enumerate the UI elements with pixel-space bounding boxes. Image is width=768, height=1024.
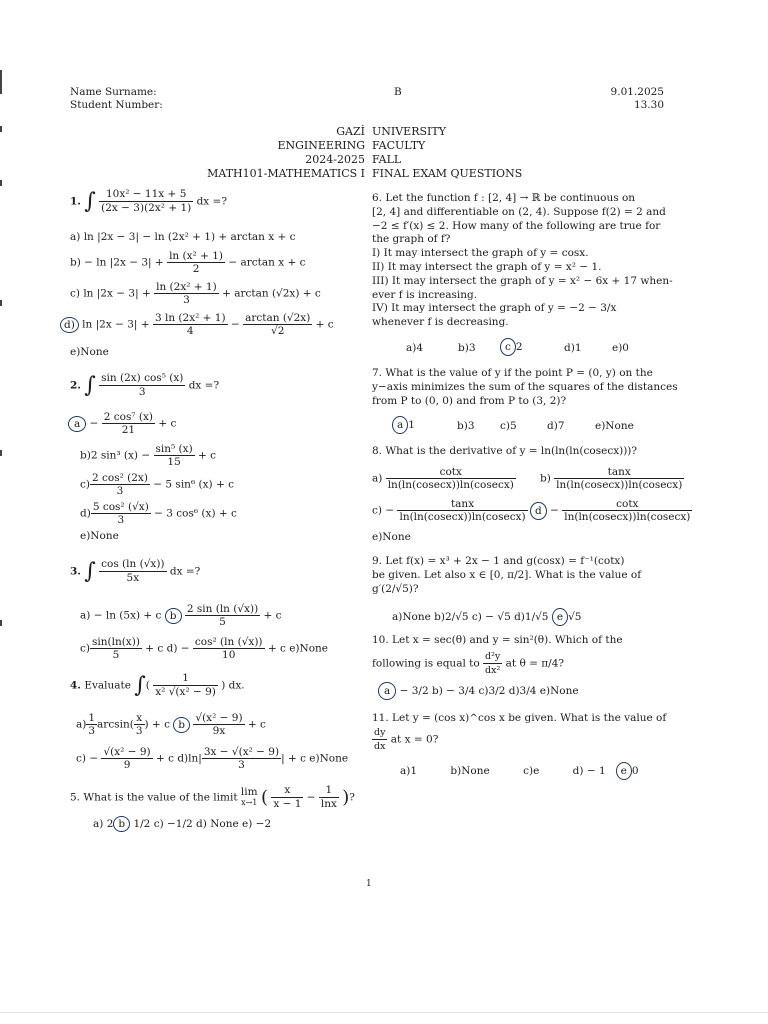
q1-option-b	[70, 250, 306, 275]
fraction-denominator: 15	[167, 456, 181, 468]
question-number: 3.	[70, 565, 81, 578]
option-label: a)	[372, 472, 383, 485]
option-text: a) 2	[93, 818, 114, 830]
q2-option-e: e)None	[80, 530, 119, 542]
fraction-numerator: x	[271, 784, 303, 798]
q10-options	[378, 682, 579, 700]
q3-option-c-d-e: c) $\frac{\sin(\ln(x))}{5}$ + c d) − $\frac{\text{cos² (ln (√x))}}{10}$ + c e)None	[80, 636, 329, 661]
q4-option-a-b	[76, 712, 266, 737]
option-text: 1	[408, 419, 415, 431]
title-line: MATH101-MATHEMATICS I	[207, 167, 365, 180]
option-text: − 5 sin⁶ (x) + c	[153, 478, 234, 491]
option-text: a)1 b)None c)e d) − 1	[400, 765, 606, 777]
answer-circle	[165, 608, 182, 624]
option-text: + c	[198, 449, 217, 462]
page-number: 1	[366, 879, 372, 889]
integrand-denominator: 3	[138, 386, 146, 398]
option-text: + c d) −	[145, 642, 190, 655]
fraction-numerator: d²y	[485, 651, 501, 662]
option-text: + c e)None	[267, 642, 329, 655]
question-text: at x = 0?	[390, 733, 439, 746]
answer-circle	[60, 317, 79, 333]
question-line: be given. Let also x ∈ [0, π/2]. What is the value of	[372, 568, 642, 581]
fraction-denominator: 21	[121, 424, 136, 436]
integrand-numerator: sin (2x) cos⁵ (x)	[101, 372, 184, 384]
integrand-denominator: 5x	[126, 572, 140, 584]
q6-option-e: e)0	[612, 342, 629, 354]
option-label: a	[397, 419, 404, 431]
integrand-tail: dx =?	[169, 565, 201, 578]
fraction-numerator: 2 sin (ln (√x))	[186, 603, 259, 615]
integrand-tail: dx =?	[196, 195, 227, 208]
option-label: c	[505, 341, 511, 353]
option-text: − arctan x + c	[228, 256, 306, 269]
fraction-denominator: 9	[123, 759, 131, 771]
q1-option-c	[70, 281, 321, 306]
q7-option-d: d)7	[547, 420, 565, 432]
integrand-numerator: 1	[153, 672, 218, 686]
q8-option-c	[372, 498, 528, 523]
fraction-denominator: 3	[183, 294, 190, 306]
limit-text: lim	[240, 786, 258, 798]
fraction-denominator: ln(ln(cosecx))ln(cosecx)	[556, 479, 683, 491]
question-line: −2 ≤ f′(x) ≤ 2. How many of the following are true for	[372, 219, 661, 232]
scan-edge-mark	[0, 450, 2, 456]
option-label: d)	[64, 318, 75, 331]
q7-option-a	[392, 416, 415, 434]
title-line: GAZİ	[336, 125, 365, 138]
student-number-label: Student Number:	[70, 99, 163, 111]
fraction-denominator: 3	[135, 725, 143, 737]
question-10-line-2	[372, 650, 564, 677]
title-right	[372, 125, 522, 181]
fraction-denominator: lnx	[320, 798, 337, 810]
answer-circle	[68, 416, 86, 432]
q9-options	[392, 608, 581, 626]
fraction-numerator: ln (2x² + 1)	[156, 281, 217, 293]
fraction-denominator: ln(ln(cosecx))ln(cosecx)	[399, 511, 526, 523]
option-text: 1/2 c) −1/2 d) None e) −2	[133, 818, 272, 830]
fraction-denominator: 5	[219, 616, 226, 628]
q2-option-d: d) $\frac{\text{5 cos² (√x)}}{3}$ − 3 cos⁶ (x) + c	[80, 501, 237, 526]
question-11-line-1: 11. Let y = (cos x)^cos x be given. What is the value of	[372, 712, 667, 724]
q8-option-b	[540, 466, 684, 491]
scan-edge-mark	[0, 180, 2, 186]
question-line: 6. Let the function f : [2, 4] → ℝ be continuous on	[372, 192, 636, 204]
exam-version: B	[394, 86, 402, 98]
fraction-numerator: cotx	[562, 498, 692, 511]
q7-option-c: c)5	[500, 420, 517, 432]
question-text: What is the value of the limit	[83, 791, 238, 804]
question-2	[70, 372, 219, 399]
option-text: −	[550, 504, 559, 517]
q6-option-c	[500, 338, 523, 356]
answer-circle	[378, 682, 396, 700]
fraction-numerator: tanx	[554, 466, 684, 479]
q2-option-c: c) $\frac{\text{2 cos² (2x)}}{3}$ − 5 sin⁶ (x) + c	[80, 472, 234, 497]
fraction-denominator: dx	[374, 741, 386, 752]
question-line: I) It may intersect the graph of y = cosx.	[372, 247, 589, 260]
q11-options	[400, 762, 639, 780]
question-line: 7. What is the value of y if the point P = (0, y) on the	[372, 367, 653, 379]
title-line: 2024-2025	[305, 153, 365, 166]
fraction-denominator: dx²	[485, 665, 501, 676]
question-7	[372, 367, 694, 408]
option-text: − 3/2 b) − 3/4 c)3/2 d)3/4 e)None	[399, 685, 579, 697]
option-text: + c	[158, 417, 177, 430]
fraction-denominator: 3	[238, 759, 245, 771]
q6-option-a: a)4	[406, 342, 424, 354]
name-surname-label: Name Surname:	[70, 86, 157, 98]
limit-subscript: x→1	[241, 798, 258, 807]
option-label: c) −	[372, 504, 395, 517]
option-text: + c	[247, 718, 266, 731]
fraction-numerator: sin⁵ (x)	[155, 443, 193, 455]
question-end: ?	[349, 791, 355, 804]
question-8: 8. What is the derivative of y = ln(ln(ln(cosecx)))?	[372, 445, 638, 457]
integral-sign: ∫	[84, 189, 96, 214]
option-text: b)2 sin³ (x) −	[80, 449, 151, 462]
option-text: ) + c	[144, 718, 170, 731]
option-text: + c d)ln|	[155, 752, 202, 765]
option-label: e	[620, 765, 627, 777]
title-line: UNIVERSITY	[372, 125, 446, 138]
fraction-numerator: 1	[88, 712, 96, 724]
answer-circle	[530, 502, 547, 520]
title-left	[207, 125, 365, 181]
question-line: whenever f is decreasing.	[372, 316, 509, 329]
fraction-numerator: ln (x² + 1)	[169, 250, 223, 262]
option-label: d	[535, 504, 542, 517]
question-line: II) It may intersect the graph of y = x² − 1.	[372, 260, 602, 273]
option-text: √5	[568, 611, 582, 623]
option-text: 0	[631, 765, 639, 777]
scan-edge-mark	[0, 300, 2, 306]
question-11-line-2	[372, 726, 438, 753]
answer-circle	[173, 717, 190, 733]
question-3	[70, 558, 200, 585]
fraction-denominator: 3	[117, 514, 125, 526]
question-9	[372, 555, 694, 596]
fraction-denominator: 4	[186, 325, 194, 337]
question-line: [2, 4] and differentiable on (2, 4). Suppose f(2) = 2 and	[372, 205, 666, 218]
scan-artifact-line	[0, 1012, 768, 1013]
q1-option-d: d) ln |2x − 3| + $\frac{\text{3 ln (2x² + 1)}}{4}$ − $\frac{\arctan (√2x)}{√2}$ + c	[60, 312, 334, 337]
answer-circle	[392, 416, 408, 434]
question-number: 2.	[70, 379, 81, 392]
fraction-numerator: √(x² − 9)	[103, 746, 151, 758]
option-text: b) − ln |2x − 3| +	[70, 256, 164, 269]
scan-edge-mark	[0, 70, 2, 94]
integrand-tail: dx.	[228, 679, 245, 692]
option-text: − 3 cos⁶ (x) + c	[154, 507, 237, 520]
q3-option-a-b	[80, 603, 282, 628]
fraction-numerator: 1	[319, 784, 339, 798]
title-line: FACULTY	[372, 139, 426, 152]
question-line: ever f is increasing.	[372, 288, 478, 301]
scan-edge-mark	[0, 126, 2, 132]
option-text: ln |2x − 3| +	[82, 318, 150, 331]
fraction-denominator: 3	[88, 725, 96, 737]
fraction-numerator: sin(ln(x))	[91, 636, 140, 648]
integral-sign: ∫	[134, 673, 146, 698]
exam-time: 13.30	[633, 99, 664, 111]
title-line: FALL	[372, 153, 402, 166]
fraction-numerator: tanx	[397, 498, 527, 511]
option-label: a	[74, 417, 81, 430]
question-text: following is equal to	[372, 657, 480, 670]
fraction-numerator: cos² (ln (√x))	[194, 636, 263, 648]
option-label: e	[556, 611, 564, 623]
fraction-numerator: dy	[374, 727, 386, 738]
limit-operator	[241, 787, 258, 808]
exam-date: 9.01.2025	[610, 86, 664, 98]
question-4: 4. Evaluate ∫( $\frac{1}{\text{x² √(x² − 9)}}$ ) dx.	[70, 672, 245, 698]
option-text: c) ln |2x − 3| +	[70, 287, 151, 300]
option-label: b	[169, 609, 177, 622]
title-line: ENGINEERING	[277, 139, 365, 152]
answer-circle	[616, 762, 632, 780]
option-label: b)	[540, 472, 551, 485]
question-1	[70, 188, 227, 215]
q2-option-a: a − $\frac{\text{2 cos⁷ (x)}}{21}$ + c	[68, 411, 176, 436]
fraction-denominator: ln(ln(cosecx))ln(cosecx)	[564, 511, 691, 523]
option-text: a)None b)2/√5 c) − √5 d)1/√5	[392, 611, 549, 623]
option-text: + c	[263, 609, 282, 622]
question-line: the graph of f?	[372, 233, 451, 246]
option-label: b	[178, 718, 186, 731]
q8-option-a	[372, 466, 516, 491]
answer-circle	[113, 816, 130, 832]
q2-option-b	[80, 443, 216, 468]
option-label: a)	[76, 718, 87, 731]
q6-option-b: b)3	[458, 342, 476, 354]
question-text: Evaluate	[84, 679, 131, 692]
title-line: FINAL EXAM QUESTIONS	[372, 167, 523, 180]
integrand-numerator: cos (ln (√x))	[101, 558, 165, 570]
q4-option-c-d-e	[76, 746, 348, 771]
question-line: from P to (0, 0) and from P to (3, 2)?	[372, 394, 567, 407]
fraction-numerator: 2 cos⁷ (x)	[103, 411, 154, 423]
integrand-tail: dx =?	[188, 379, 220, 392]
fraction-denominator: ln(ln(cosecx))ln(cosecx)	[387, 479, 514, 491]
question-number: 1.	[70, 195, 81, 208]
option-text: + c	[315, 318, 334, 331]
fraction-denominator: 3	[116, 485, 124, 497]
fraction-denominator: x − 1	[273, 798, 302, 810]
q8-option-d	[530, 498, 692, 523]
question-line: y−axis minimizes the sum of the squares of the distances	[372, 380, 678, 393]
fraction-numerator: x	[134, 712, 145, 725]
fraction-denominator: √2	[271, 325, 285, 337]
fraction-denominator: 10	[222, 649, 236, 661]
fraction-numerator: 5 cos² (√x)	[92, 501, 149, 513]
option-text: c) −	[76, 752, 99, 765]
option-text: + arctan (√2x) + c	[222, 287, 321, 300]
question-line: III) It may intersect the graph of y = x² − 6x + 17 when-	[372, 274, 673, 287]
fraction-numerator: 3x − √(x² − 9)	[203, 746, 280, 758]
option-text: 2	[515, 341, 523, 353]
integral-sign: ∫	[84, 559, 96, 584]
fraction-numerator: 2 cos² (2x)	[91, 472, 148, 484]
fraction-numerator: cotx	[386, 466, 516, 479]
fraction-denominator: 9x	[212, 725, 226, 737]
q7-option-b: b)3	[457, 420, 475, 432]
integrand-numerator: 10x² − 11x + 5	[99, 188, 193, 202]
question-line: 9. Let f(x) = x³ + 2x − 1 and g(cosx) = f⁻¹(cotx)	[372, 555, 625, 567]
fraction-numerator: arctan (√2x)	[245, 312, 311, 324]
option-label: b	[118, 818, 126, 830]
integral-sign: ∫	[84, 373, 96, 398]
fraction-denominator: 5	[112, 649, 120, 661]
q7-option-e: e)None	[595, 420, 634, 432]
fraction-numerator: √(x² − 9)	[195, 712, 243, 724]
integrand-denominator: x² √(x² − 9)	[155, 686, 216, 698]
question-number: 5.	[70, 791, 81, 804]
option-text: arcsin(	[97, 718, 134, 731]
q6-option-d: d)1	[564, 342, 582, 354]
answer-circle	[552, 608, 568, 626]
scan-edge-mark	[0, 620, 2, 626]
answer-circle	[500, 338, 516, 356]
question-text: at θ = π/4?	[505, 657, 565, 670]
question-number: 4.	[70, 679, 81, 692]
fraction-numerator: 3 ln (2x² + 1)	[154, 312, 226, 324]
q1-option-e: e)None	[70, 346, 109, 358]
question-6	[372, 192, 694, 330]
fraction-denominator: 2	[192, 263, 200, 275]
option-text: | + c e)None	[281, 752, 349, 765]
question-line: IV) It may intersect the graph of y = −2 − 3/x	[372, 302, 617, 315]
q1-option-a: a) ln |2x − 3| − ln (2x² + 1) + arctan x + c	[70, 231, 296, 243]
option-label: a	[384, 685, 391, 697]
q5-options	[93, 816, 271, 832]
question-line: g′(2/√5)?	[372, 582, 419, 595]
option-text: a) − ln (5x) + c	[80, 609, 162, 622]
question-5: 5. What is the value of the limit lim x→1 ( $\frac{x}{x - 1}$ − $\frac{1}{\ln x}$ )?	[70, 784, 355, 810]
integrand-denominator: (2x − 3)(2x² + 1)	[101, 202, 192, 214]
q8-option-e: e)None	[372, 531, 411, 543]
question-10-line-1: 10. Let x = sec(θ) and y = sin²(θ). Which of the	[372, 634, 623, 646]
